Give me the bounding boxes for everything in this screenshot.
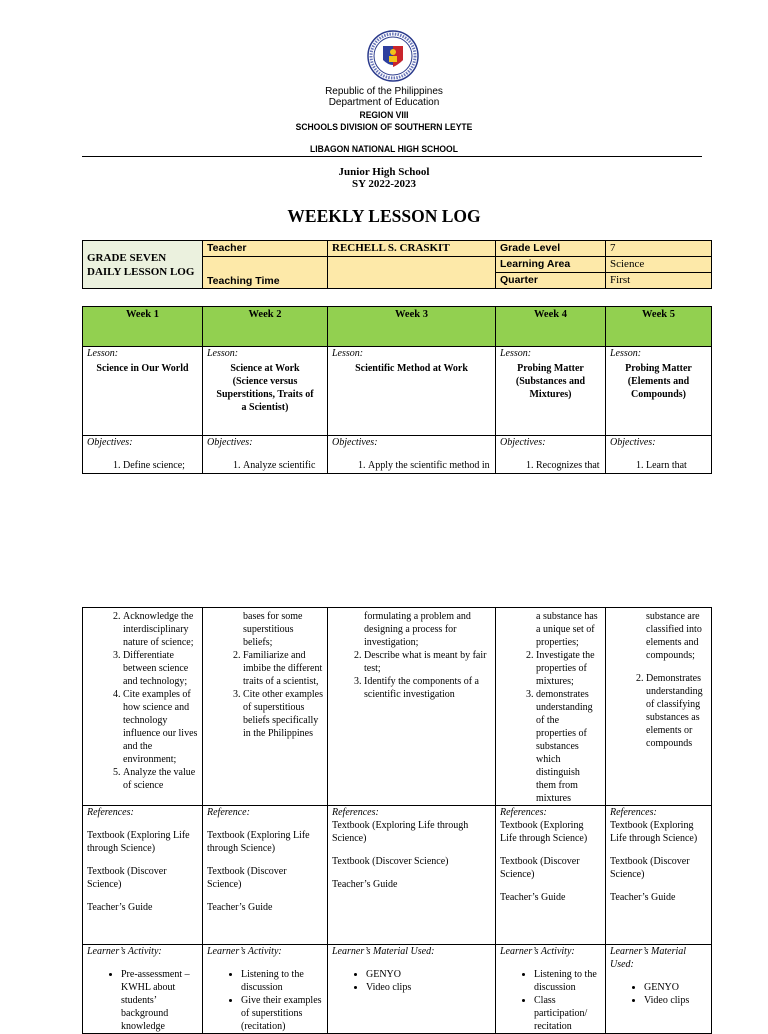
reference-item: Teacher’s Guide bbox=[87, 902, 153, 913]
week-header-2: Week 2 bbox=[203, 307, 328, 347]
objectives-cell-3 bbox=[328, 436, 496, 474]
department-line: Department of Education bbox=[328, 97, 440, 108]
objective-item: 1. Define science; bbox=[123, 459, 198, 472]
teacher-label: Teacher bbox=[203, 241, 328, 257]
activity-label: Learner’s Activity: bbox=[207, 946, 282, 957]
objectives-label: Objectives: bbox=[87, 437, 133, 448]
objective-item: 1. Apply the scientific method in bbox=[368, 459, 491, 472]
grade-level-value: 7 bbox=[606, 241, 712, 257]
activity-cell-2 bbox=[203, 945, 328, 1034]
reference-item: Textbook (Exploring Life through Science) bbox=[500, 820, 588, 844]
info-table bbox=[82, 240, 712, 289]
material-label: Learner’s Material Used: bbox=[610, 946, 687, 970]
objective-continuation: formulating a problem and designing a process for investigation; bbox=[364, 611, 471, 648]
activity-item: • Pre-assessment – KWHL about students’ background knowledge bbox=[121, 968, 198, 1033]
school-name: LIBAGON NATIONAL HIGH SCHOOL bbox=[310, 144, 458, 154]
teacher-value: RECHELL S. CRASKIT bbox=[328, 241, 496, 257]
weekly-table-page1 bbox=[82, 306, 712, 474]
objectives-cont-2 bbox=[203, 608, 328, 806]
activity-item: • Video clips bbox=[366, 981, 491, 994]
activity-cell-3 bbox=[328, 945, 496, 1034]
header-divider bbox=[82, 156, 702, 157]
activity-item: • Listening to the discussion bbox=[534, 968, 601, 994]
teaching-time-value bbox=[328, 257, 496, 289]
reference-item: Textbook (Discover Science) bbox=[500, 856, 580, 880]
activity-item: • Give their examples of superstitions (recitation) bbox=[241, 994, 323, 1033]
activity-label: Learner’s Activity: bbox=[87, 946, 162, 957]
objective-item: 3. Identify the components of a scientific investigation bbox=[364, 675, 491, 701]
reference-item: Teacher’s Guide bbox=[610, 892, 676, 903]
objective-item: 2. Describe what is meant by fair test; bbox=[364, 649, 491, 675]
week-header-3: Week 3 bbox=[328, 307, 496, 347]
material-label: Learner’s Material Used: bbox=[332, 946, 435, 957]
objectives-cell-5 bbox=[606, 436, 712, 474]
grade-cell bbox=[83, 241, 203, 289]
references-label: References: bbox=[332, 807, 379, 818]
activity-item: • Video clips bbox=[644, 994, 707, 1007]
division-line: SCHOOLS DIVISION OF SOUTHERN LEYTE bbox=[295, 122, 473, 132]
lesson-title: Science in Our World bbox=[96, 363, 189, 374]
week-header-4: Week 4 bbox=[496, 307, 606, 347]
objective-item: 2. Acknowledge the interdisciplinary nature of science; bbox=[123, 610, 198, 649]
objective-continuation: bases for some superstitious beliefs; bbox=[243, 611, 303, 648]
quarter-value: First bbox=[606, 273, 712, 289]
references-label: References: bbox=[610, 807, 657, 818]
references-cell-1 bbox=[83, 806, 203, 945]
objectives-cont-1 bbox=[83, 608, 203, 806]
objective-item: 2. Familiarize and imbibe the different traits of a scientist, bbox=[243, 649, 323, 688]
deped-seal-logo bbox=[367, 30, 419, 82]
objectives-cell-1 bbox=[83, 436, 203, 474]
teaching-time-label: Teaching Time bbox=[203, 257, 328, 289]
objectives-label: Objectives: bbox=[332, 437, 378, 448]
reference-item: Teacher’s Guide bbox=[332, 879, 398, 890]
grade-line-2: DAILY LESSON LOG bbox=[87, 265, 195, 278]
learning-area-value: Science bbox=[606, 257, 712, 273]
reference-item: Textbook (Exploring Life through Science) bbox=[332, 820, 469, 844]
objectives-cell-2 bbox=[203, 436, 328, 474]
objectives-label: Objectives: bbox=[500, 437, 546, 448]
objective-item: 3. Cite other examples of superstitious beliefs specifically in the Philippines bbox=[243, 688, 323, 740]
objective-item: 2. Investigate the properties of mixtures; bbox=[536, 649, 601, 688]
objective-item: 1. Analyze scientific bbox=[243, 459, 323, 472]
grade-level-label: Grade Level bbox=[496, 241, 606, 257]
objective-item: 1. Learn that bbox=[646, 459, 707, 472]
references-label: References: bbox=[87, 807, 134, 818]
activity-label: Learner’s Activity: bbox=[500, 946, 575, 957]
reference-item: Textbook (Exploring Life through Science) bbox=[207, 830, 310, 854]
school-year: SY 2022-2023 bbox=[351, 178, 417, 190]
lesson-title: Probing Matter (Elements and Compounds) bbox=[625, 363, 692, 400]
week-header-1: Week 1 bbox=[83, 307, 203, 347]
lesson-label: Lesson bbox=[207, 348, 235, 359]
references-label: References: bbox=[500, 807, 547, 818]
objective-item: 2. Demonstrates understanding of classifying substances as elements or compounds bbox=[646, 672, 707, 750]
objective-item: 1. Recognizes that bbox=[536, 459, 601, 472]
quarter-label: Quarter bbox=[496, 273, 606, 289]
reference-item: Textbook (Discover Science) bbox=[332, 856, 449, 867]
references-cell-5 bbox=[606, 806, 712, 945]
lesson-title: Science at Work (Science versus Superstitions, Traits of a Scientist) bbox=[216, 363, 314, 413]
reference-item: Textbook (Discover Science) bbox=[207, 866, 287, 890]
lesson-label: Lesson bbox=[87, 348, 115, 359]
activity-item: • Listening to the discussion bbox=[241, 968, 323, 994]
lesson-title: Probing Matter (Substances and Mixtures) bbox=[515, 363, 586, 400]
reference-label: Reference: bbox=[207, 807, 250, 818]
references-cell-4 bbox=[496, 806, 606, 945]
activity-cell-5 bbox=[606, 945, 712, 1034]
lesson-cell-5: Lesson: Probing Matter (Elements and Compounds) bbox=[606, 347, 712, 436]
lesson-label: Lesson bbox=[332, 348, 360, 359]
reference-item: Teacher’s Guide bbox=[207, 902, 273, 913]
activity-cell-4 bbox=[496, 945, 606, 1034]
lesson-cell-2: Lesson: Science at Work (Science versus Superstitions, Traits of a Scientist) bbox=[203, 347, 328, 436]
activity-item: • GENYO bbox=[366, 968, 491, 981]
school-level: Junior High School bbox=[338, 166, 430, 178]
objective-item: 3. Differentiate between science and technology; bbox=[123, 649, 198, 688]
grade-line-1: GRADE SEVEN bbox=[87, 251, 167, 264]
references-cell-3 bbox=[328, 806, 496, 945]
reference-item: Textbook (Exploring Life through Science) bbox=[87, 830, 190, 854]
objectives-cont-3 bbox=[328, 608, 496, 806]
region-line: REGION VIII bbox=[359, 110, 409, 120]
objectives-cont-4 bbox=[496, 608, 606, 806]
learning-area-label: Learning Area bbox=[496, 257, 606, 273]
objective-continuation: substance are classified into elements and compounds; bbox=[646, 611, 702, 661]
reference-item: Textbook (Discover Science) bbox=[610, 856, 690, 880]
reference-item: Teacher’s Guide bbox=[500, 892, 566, 903]
lesson-title: Scientific Method at Work bbox=[355, 363, 468, 374]
lesson-cell-1: Lesson: Science in Our World bbox=[83, 347, 203, 436]
lesson-label: Lesson bbox=[610, 348, 638, 359]
reference-item: Textbook (Exploring Life through Science) bbox=[610, 820, 698, 844]
references-cell-2 bbox=[203, 806, 328, 945]
country-line: Republic of the Philippines bbox=[325, 86, 443, 97]
objective-item: 4. Cite examples of how science and technology influence our lives and the environment; bbox=[123, 688, 198, 766]
activity-item: • GENYO bbox=[644, 981, 707, 994]
objective-continuation: a substance has a unique set of properties; bbox=[536, 611, 598, 648]
objectives-cont-5 bbox=[606, 608, 712, 806]
page-title: WEEKLY LESSON LOG bbox=[287, 206, 481, 226]
weekly-table-page2 bbox=[82, 607, 712, 1034]
objectives-cell-4 bbox=[496, 436, 606, 474]
lesson-cell-3: Lesson: Scientific Method at Work bbox=[328, 347, 496, 436]
reference-item: Textbook (Discover Science) bbox=[87, 866, 167, 890]
activity-cell-1 bbox=[83, 945, 203, 1034]
objective-item: 5. Analyze the value of science bbox=[123, 766, 198, 792]
lesson-cell-4: Lesson: Probing Matter (Substances and Mixtures) bbox=[496, 347, 606, 436]
activity-item: • Class participation/ recitation bbox=[534, 994, 601, 1033]
lesson-label: Lesson bbox=[500, 348, 528, 359]
objectives-label: Objectives: bbox=[207, 437, 253, 448]
objective-item: 3. demonstrates understanding of the properties of substances which distinguish them from mixtures bbox=[536, 688, 601, 805]
objectives-label: Objectives: bbox=[610, 437, 656, 448]
week-header-5: Week 5 bbox=[606, 307, 712, 347]
